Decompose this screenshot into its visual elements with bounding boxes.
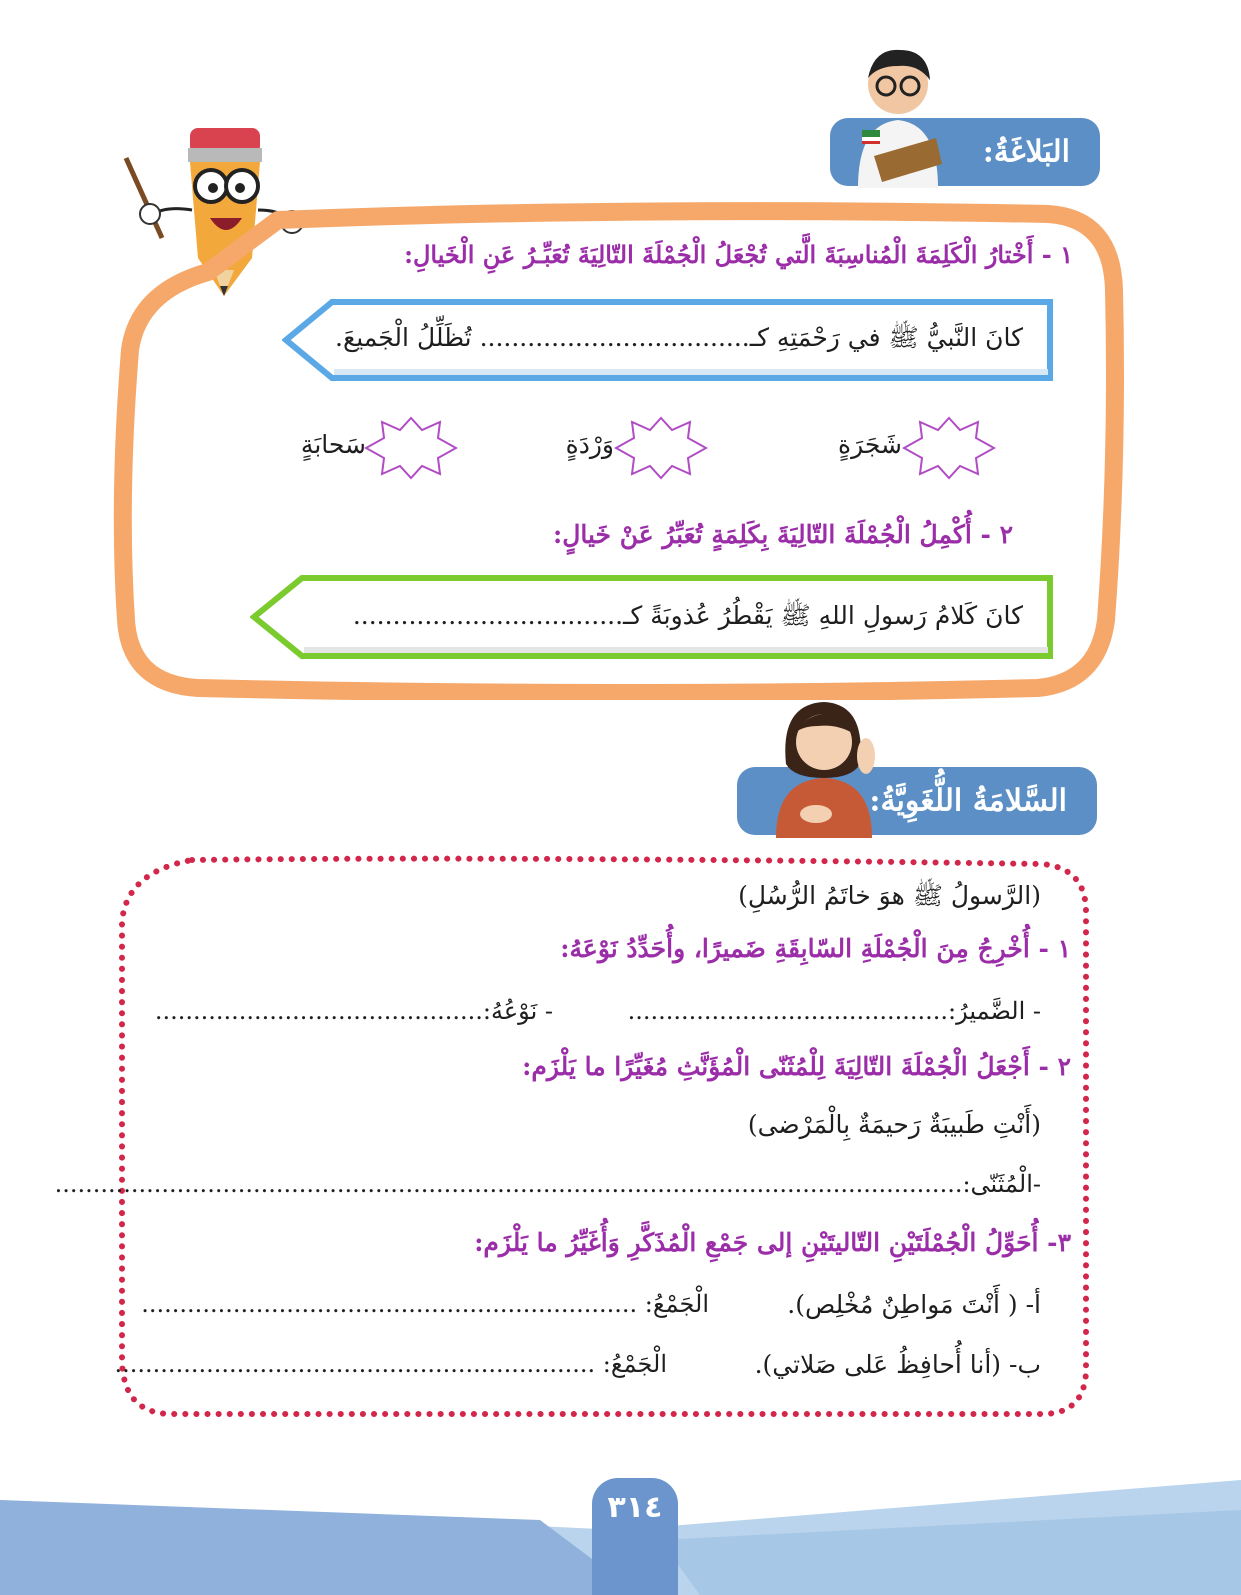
balagha-question-2: ٢ - أُكْمِلُ الْجُمْلَةَ التّالِيَةَ بِكَلِمَةٍ تُعَبِّرُ عَنْ خَيالٍ: <box>552 520 1013 549</box>
option-label: وَرْدَةٍ <box>565 430 614 459</box>
salama-question-3: ٣- أُحَوِّلُ الْجُمْلَتَيْنِ التّاليتَيْنِ إلى جَمْعِ الْمُذَكَّرِ وَأُغَيِّرُ ما يَلْزَم: <box>474 1228 1071 1257</box>
salama-question-1: ١ - أُخْرِجُ مِنَ الْجُمْلَةِ السّابِقَةِ ضَميرًا، وأُحَدِّدُ نَوْعَهُ: <box>560 934 1071 963</box>
q3a-plural-answer-line[interactable]: الْجَمْعُ: ................................................................. <box>141 1290 709 1318</box>
boy-reading-icon <box>848 42 948 188</box>
option-label: شَجَرَةٍ <box>838 430 902 459</box>
section-title: السَّلامَةُ اللُّغَوِيَّةُ: <box>869 783 1067 819</box>
option-1[interactable] <box>828 416 998 480</box>
star-icon <box>902 416 996 480</box>
balagha-question-1: ١ - أَخْتارُ الْكَلِمَةَ الْمُناسِبَةَ الَّتي تُجْعَلُ الْجُمْلَةَ التّالِيَةَ تُعَبِّـرُ عَنِ الْخَيالِ: <box>404 240 1073 269</box>
q3b-plural-answer-line[interactable]: الْجَمْعُ: ............................................................... <box>114 1350 667 1378</box>
salama-q2-sentence: (أَنْتِ طَبيبَةٌ رَحيمَةٌ بِالْمَرْضى) <box>747 1110 1041 1139</box>
salama-question-2: ٢ - أَجْعَلُ الْجُمْلَةَ التّالِيَةَ لِلْمُثَنّى الْمُؤَنَّثِ مُغَيِّرًا ما يَلْزَم: <box>522 1052 1071 1081</box>
pronoun-answer-line[interactable]: - الضَّميرُ:.......................................... <box>627 997 1041 1025</box>
star-icon <box>364 416 458 480</box>
dual-answer-line[interactable]: -الْمُثَنّى:....................................................................................................................... <box>54 1170 1041 1198</box>
balagha-q2-sentence: كانَ كَلامُ رَسولِ اللهِ ﷺ يَقْطُرُ عُذوبَةً كـ.................................. <box>352 601 1023 630</box>
option-2[interactable] <box>556 416 726 480</box>
type-answer-line[interactable]: - نَوْعُهُ:........................................... <box>154 997 553 1025</box>
salama-quote: (الرَّسولُ ﷺ هوَ خاتَمُ الرُّسُلِ) <box>738 881 1041 910</box>
section-title: البَلاغَةُ: <box>982 134 1070 170</box>
option-label: سَحابَةٍ <box>300 430 366 459</box>
page-number-badge <box>592 1478 678 1595</box>
page-number: ٣١٤ <box>607 1490 663 1525</box>
q3b-sentence: ب- (أنا أُحافِظُ عَلى صَلاتي). <box>754 1350 1041 1379</box>
option-3[interactable] <box>294 416 470 480</box>
q3a-sentence: أ- ( أَنْتَ مَواطِنٌ مُخْلِص). <box>787 1290 1041 1319</box>
balagha-q1-sentence: كانَ النَّبيُّ ﷺ في رَحْمَتِهِ كـ.................................. تُظَلِّلُ الْجَميعَ. <box>335 323 1023 352</box>
girl-talking-icon <box>768 694 878 838</box>
star-icon <box>614 416 708 480</box>
